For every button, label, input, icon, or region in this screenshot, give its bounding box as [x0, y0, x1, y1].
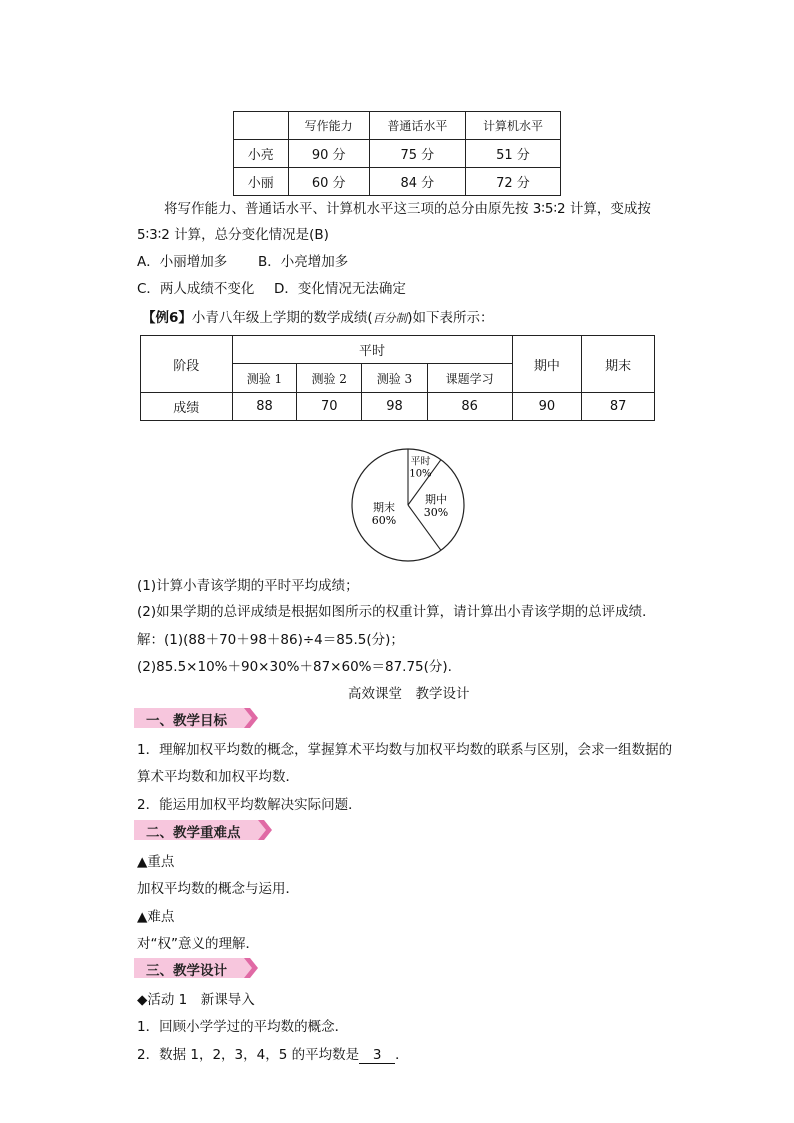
focus-label: ▲重点: [137, 854, 175, 870]
activity-item-2: [137, 1043, 409, 1064]
table1-header: 写作能力: [288, 112, 369, 140]
weight-pie-chart: [348, 444, 468, 566]
example-text: 小青八年级上学期的数学成绩(: [191, 310, 373, 326]
pie-slice-percent: 60%: [371, 513, 397, 527]
option-b: B．小亮增加多: [258, 254, 349, 270]
banner-label: 一、教学目标: [146, 713, 227, 729]
goal-2: 2．能运用加权平均数解决实际问题．: [137, 797, 362, 813]
question-text-line2: 5∶3∶2 计算，总分变化情况是(B): [137, 227, 329, 243]
focus-text: 加权平均数的概念与运用．: [137, 881, 299, 897]
score-cell: 98: [362, 393, 428, 421]
score-cell: 87: [582, 393, 655, 421]
example-6-prompt: [142, 306, 493, 326]
pie-slice-label: 期中: [425, 493, 447, 506]
table1-header: 普通话水平: [369, 112, 465, 140]
score-cell: 88: [232, 393, 297, 421]
table1-cell: 72 分: [465, 168, 560, 196]
table1-cell: 84 分: [369, 168, 465, 196]
table1-cell: 51 分: [465, 140, 560, 168]
goal-1-line1: 1．理解加权平均数的概念，掌握算术平均数与加权平均数的联系与区别，会求一组数据的: [137, 742, 673, 758]
table1-corner: [234, 112, 289, 140]
banner-key-points: [134, 820, 272, 840]
activity-item-2-end: ．: [395, 1047, 409, 1063]
table1-header: 计算机水平: [465, 112, 560, 140]
solution-2: (2)85.5×10%＋90×30%＋87×60%＝87.75(分).: [137, 659, 452, 675]
final-header: 期末: [582, 336, 655, 393]
question-text-line1: 将写作能力、普通话水平、计算机水平这三项的总分由原先按 3∶5∶2 计算，变成按: [164, 201, 651, 217]
question-1: (1)计算小青该学期的平时平均成绩；: [137, 578, 359, 594]
score-cell: 70: [297, 393, 362, 421]
project-header: 课题学习: [427, 364, 512, 393]
table1-cell: 60 分: [288, 168, 369, 196]
table1-cell: 75 分: [369, 140, 465, 168]
example-italic: 百分制: [372, 311, 408, 325]
answer-blank: 3: [359, 1047, 395, 1064]
option-a: A．小丽增加多: [137, 254, 228, 270]
quiz-header: 测验 1: [232, 364, 297, 393]
difficulty-label: ▲难点: [137, 909, 175, 925]
section-title: 高效课堂 教学设计: [348, 686, 470, 702]
option-d: D．变化情况无法确定: [274, 281, 406, 297]
activity-item-2-text: 2．数据 1，2，3，4，5 的平均数是: [137, 1047, 360, 1063]
pie-slice-percent: 10%: [409, 468, 432, 480]
activity-item-1: 1．回顾小学学过的平均数的概念．: [137, 1019, 349, 1035]
pie-slice-label: 平时: [410, 456, 431, 468]
example-text-end: )如下表所示：: [407, 310, 494, 326]
table1-cell: 小丽: [234, 168, 289, 196]
table1-cell: 90 分: [288, 140, 369, 168]
difficulty-text: 对“权”意义的理解．: [137, 936, 259, 952]
pie-slice-percent: 30%: [423, 506, 449, 519]
score-cell: 90: [512, 393, 582, 421]
activity-title: ◆活动 1 新课导入: [137, 992, 255, 1008]
usual-header: 平时: [232, 336, 512, 364]
quiz-header: 测验 2: [297, 364, 362, 393]
solution-1: 解：(1)(88＋70＋98＋86)÷4＝85.5(分)；: [137, 632, 404, 648]
score-cell: 86: [427, 393, 512, 421]
example-label: 【例6】: [142, 310, 192, 326]
quiz-header: 测验 3: [362, 364, 428, 393]
stage-header: 阶段: [141, 336, 233, 393]
question-2: (2)如果学期的总评成绩是根据如图所示的权重计算，请计算出小青该学期的总评成绩．: [137, 604, 656, 620]
banner-teaching-design: [134, 958, 258, 978]
banner-label: 三、教学设计: [146, 963, 227, 979]
score-label: 成绩: [141, 393, 233, 421]
banner-teaching-goals: [134, 708, 258, 728]
table1-cell: 小亮: [234, 140, 289, 168]
goal-1-line2: 算术平均数和加权平均数．: [137, 769, 299, 785]
pie-slice-label: 期末: [373, 500, 396, 514]
ability-table: [233, 111, 561, 196]
banner-label: 二、教学重难点: [146, 825, 241, 841]
option-c: C．两人成绩不变化: [137, 281, 255, 297]
score-table: [140, 335, 655, 421]
midterm-header: 期中: [512, 336, 582, 393]
